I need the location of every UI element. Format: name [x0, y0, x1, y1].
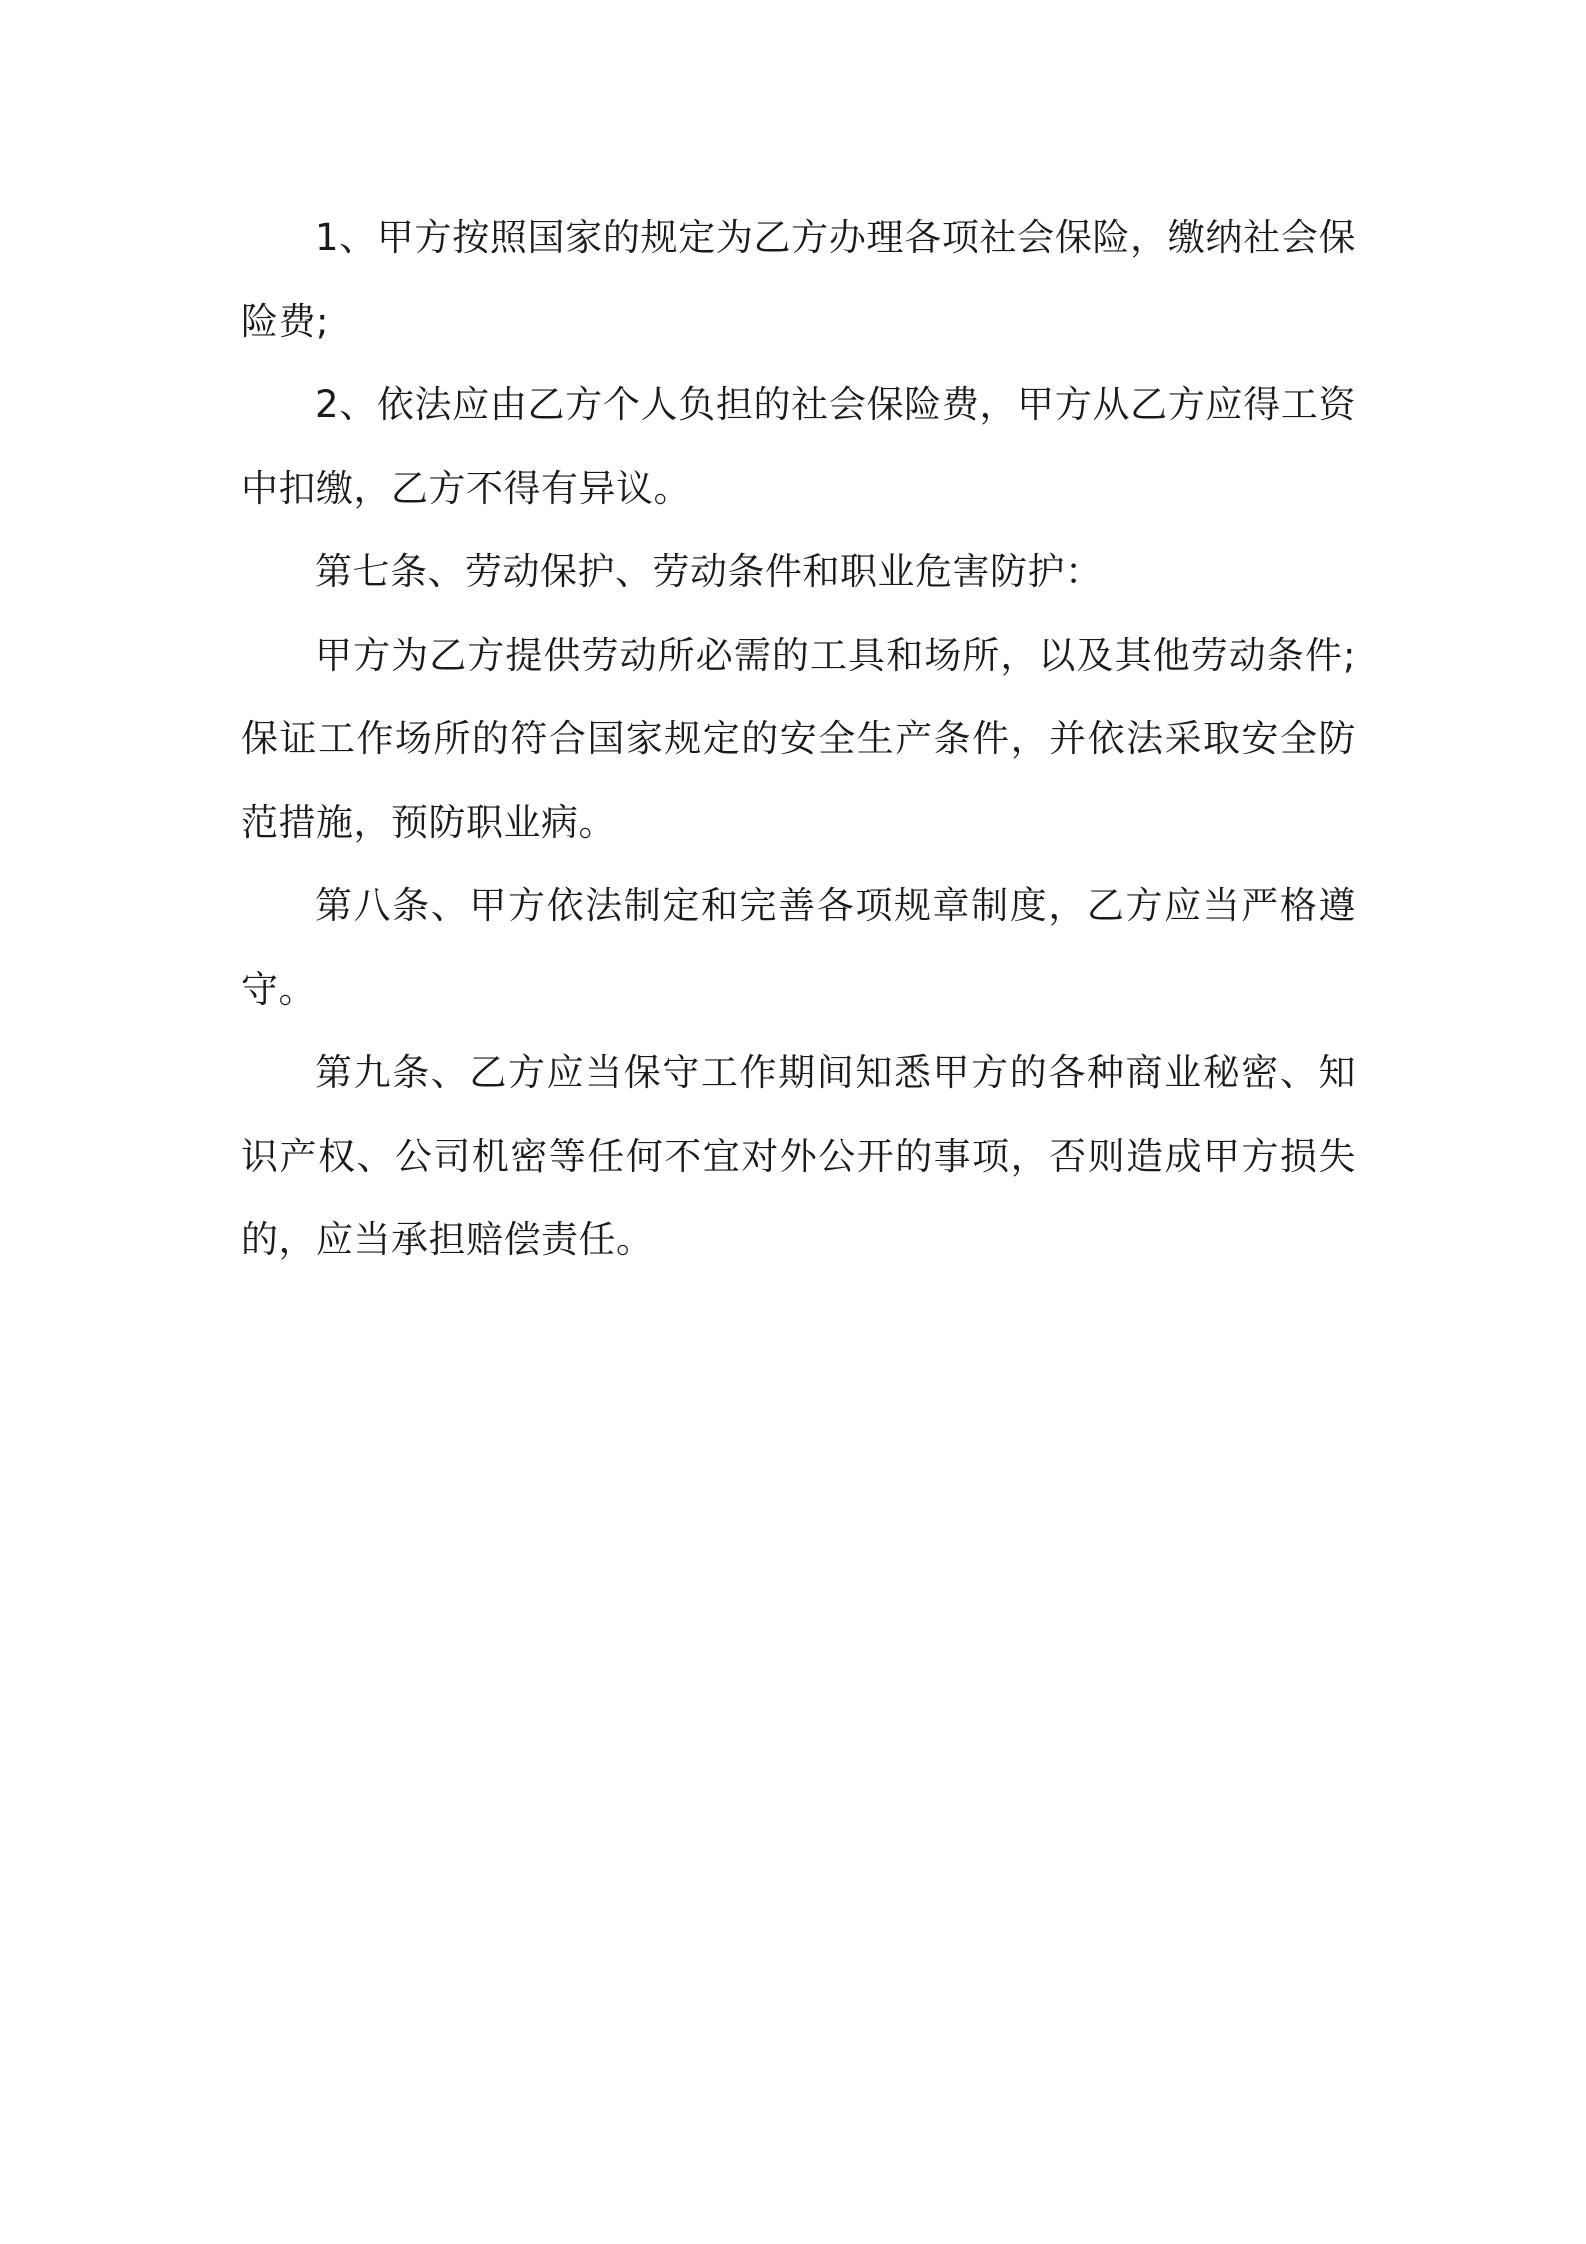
- article-7-heading: 第七条、劳动保护、劳动条件和职业危害防护：: [315, 550, 1103, 593]
- paragraph-social-insurance: 1、甲方按照国家的规定为乙方办理各项社会保险，缴纳社会保险费;: [241, 216, 1356, 343]
- article-8: 第八条、甲方依法制定和完善各项规章制度，乙方应当严格遵守。: [241, 884, 1356, 1011]
- article-9: 第九条、乙方应当保守工作期间知悉甲方的各种商业秘密、知识产权、公司机密等任何不宜对外公开的事项，否则造成甲方损失的，应当承担赔偿责任。: [241, 1051, 1356, 1261]
- document-body: [241, 196, 1356, 1282]
- paragraph-working-conditions: 甲方为乙方提供劳动所必需的工具和场所，以及其他劳动条件;保证工作场所的符合国家规定的安全生产条件，并依法采取安全防范措施，预防职业病。: [241, 633, 1356, 844]
- paragraph-insurance-deduction: 2、依法应由乙方个人负担的社会保险费，甲方从乙方应得工资中扣缴，乙方不得有异议。: [241, 383, 1356, 510]
